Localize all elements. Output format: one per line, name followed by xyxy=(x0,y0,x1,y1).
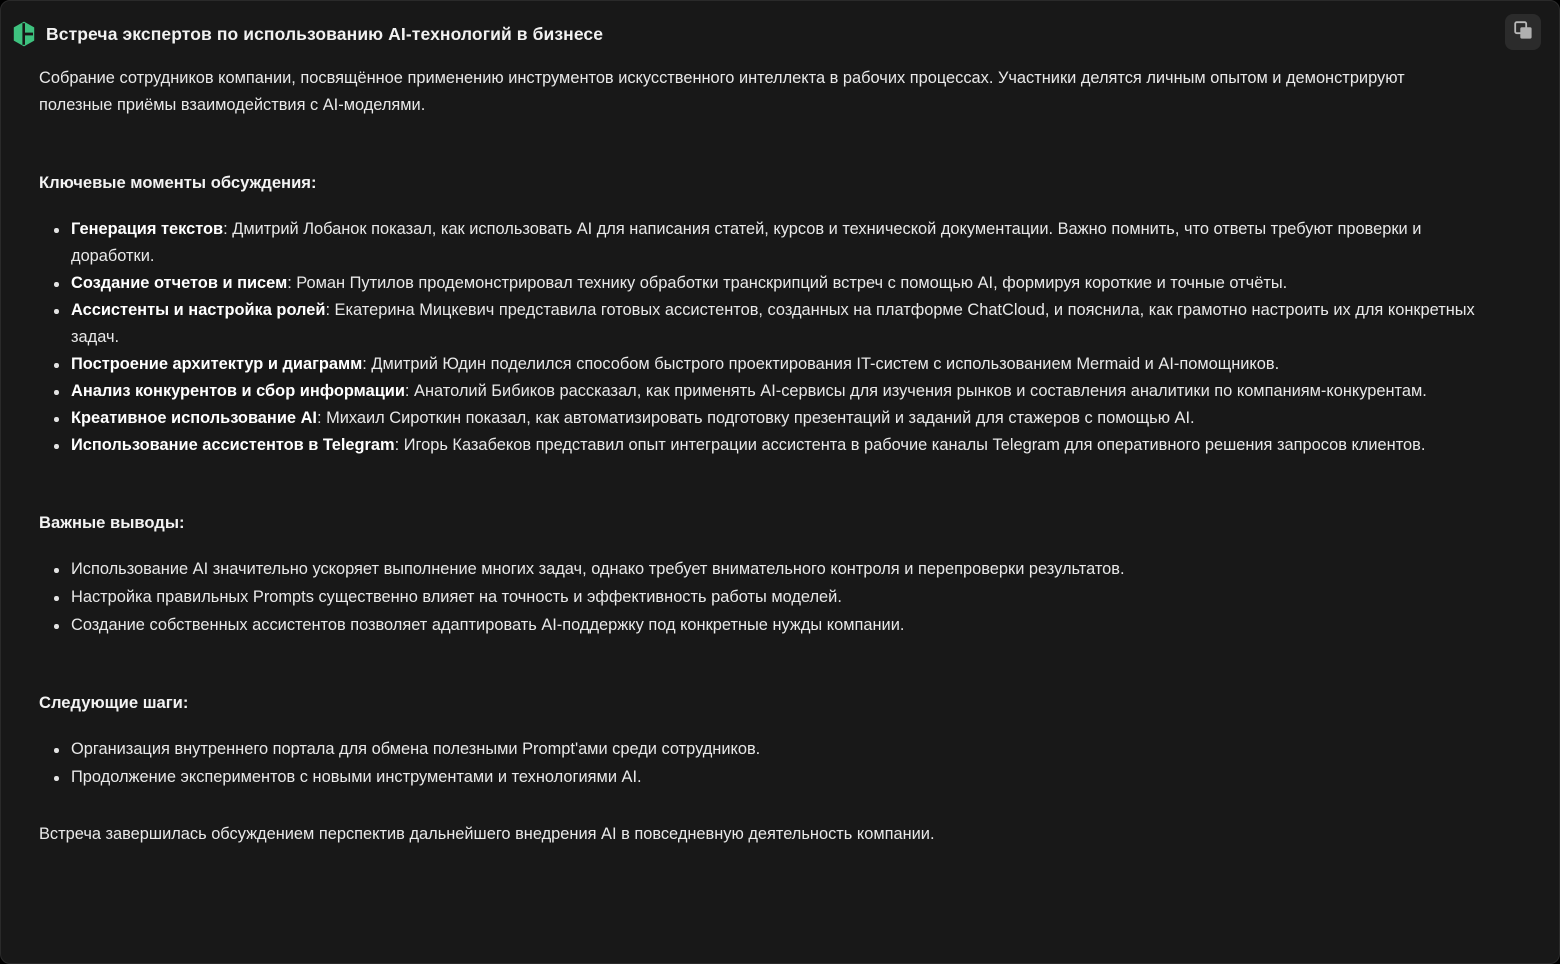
list-item-lead: Ассистенты и настройка ролей xyxy=(71,301,326,319)
list-item xyxy=(39,297,1487,351)
list-item xyxy=(39,584,1487,611)
list-item-lead: Создание отчетов и писем xyxy=(71,274,288,292)
hexagon-split-logo-icon xyxy=(13,21,35,47)
list-item-lead: Использование ассистентов в Telegram xyxy=(71,436,395,454)
section-heading-key-points: Ключевые моменты обсуждения: xyxy=(39,173,317,192)
list-item-text: : Екатерина Мицкевич представила готовых ассистентов, созданных на платформе ChatCloud, и пояснила, как грамотно настроить их для конкретных задач. xyxy=(71,301,1475,346)
list-item xyxy=(39,764,1487,791)
list-item xyxy=(39,378,1487,405)
copy-icon xyxy=(1514,21,1533,43)
list-item-lead: Креативное использование AI xyxy=(71,409,317,427)
section-heading-next-steps: Следующие шаги: xyxy=(39,693,189,712)
list-item-text: : Роман Путилов продемонстрировал технику обработки транскрипций встреч с помощью AI, формируя короткие и точные отчёты. xyxy=(287,274,1288,292)
list-item-lead: Построение архитектур и диаграмм xyxy=(71,355,363,373)
list-item-text: : Дмитрий Лобанок показал, как использовать AI для написания статей, курсов и технической документации. Важно помнить, что ответы требуют проверки и доработки. xyxy=(71,220,1422,265)
list-item-text: Настройка правильных Prompts существенно влияет на точность и эффективность работы моделей. xyxy=(71,588,842,606)
list-item-text: : Михаил Сироткин показал, как автоматизировать подготовку презентаций и заданий для стажеров с помощью AI. xyxy=(316,409,1195,427)
closing-paragraph: Встреча завершилась обсуждением перспектив дальнейшего внедрения AI в повседневную деятельность компании. xyxy=(39,825,935,843)
page-title: Встреча экспертов по использованию AI-технологий в бизнесе xyxy=(46,23,604,44)
list-item xyxy=(39,216,1487,270)
list-item-text: : Дмитрий Юдин поделился способом быстрого проектирования IT-систем с использованием Mermaid и AI-помощников. xyxy=(362,355,1280,373)
list-item-lead: Анализ конкурентов и сбор информации xyxy=(71,382,405,400)
list-item-text: Организация внутреннего портала для обмена полезными Prompt'ами среди сотрудников. xyxy=(71,740,761,758)
list-item-lead: Генерация текстов xyxy=(71,220,224,238)
list-item xyxy=(39,556,1487,583)
list-item-text: Создание собственных ассистентов позволяет адаптировать AI-поддержку под конкретные нужды компании. xyxy=(71,616,905,634)
key-takeaways-list xyxy=(39,556,1499,639)
list-item xyxy=(39,736,1487,763)
document-header xyxy=(1,1,1559,53)
intro-paragraph: Собрание сотрудников компании, посвящённое применению инструментов искусственного интеллекта в рабочих процессах. Участники делятся личным опытом и демонстрируют полезные приёмы взаимодействия с AI-моделями. xyxy=(39,69,1405,114)
list-item-text: Использование AI значительно ускоряет выполнение многих задач, однако требует внимательного контроля и перепроверки результатов. xyxy=(71,560,1125,578)
document-body xyxy=(1,53,1559,848)
next-steps-list xyxy=(39,736,1499,791)
list-item-text: : Анатолий Бибиков рассказал, как применять AI-сервисы для изучения рынков и составления аналитики по компаниям-конкурентам. xyxy=(404,382,1427,400)
list-item xyxy=(39,351,1487,378)
list-item xyxy=(39,270,1487,297)
list-item xyxy=(39,432,1487,459)
copy-button[interactable] xyxy=(1505,14,1541,50)
key-points-list xyxy=(39,216,1499,459)
list-item-text: Продолжение экспериментов с новыми инструментами и технологиями AI. xyxy=(71,768,642,786)
list-item xyxy=(39,405,1487,432)
list-item-text: : Игорь Казабеков представил опыт интеграции ассистента в рабочие каналы Telegram для оперативного решения запросов клиентов. xyxy=(394,436,1426,454)
list-item xyxy=(39,612,1487,639)
section-heading-key-takeaways: Важные выводы: xyxy=(39,513,185,532)
